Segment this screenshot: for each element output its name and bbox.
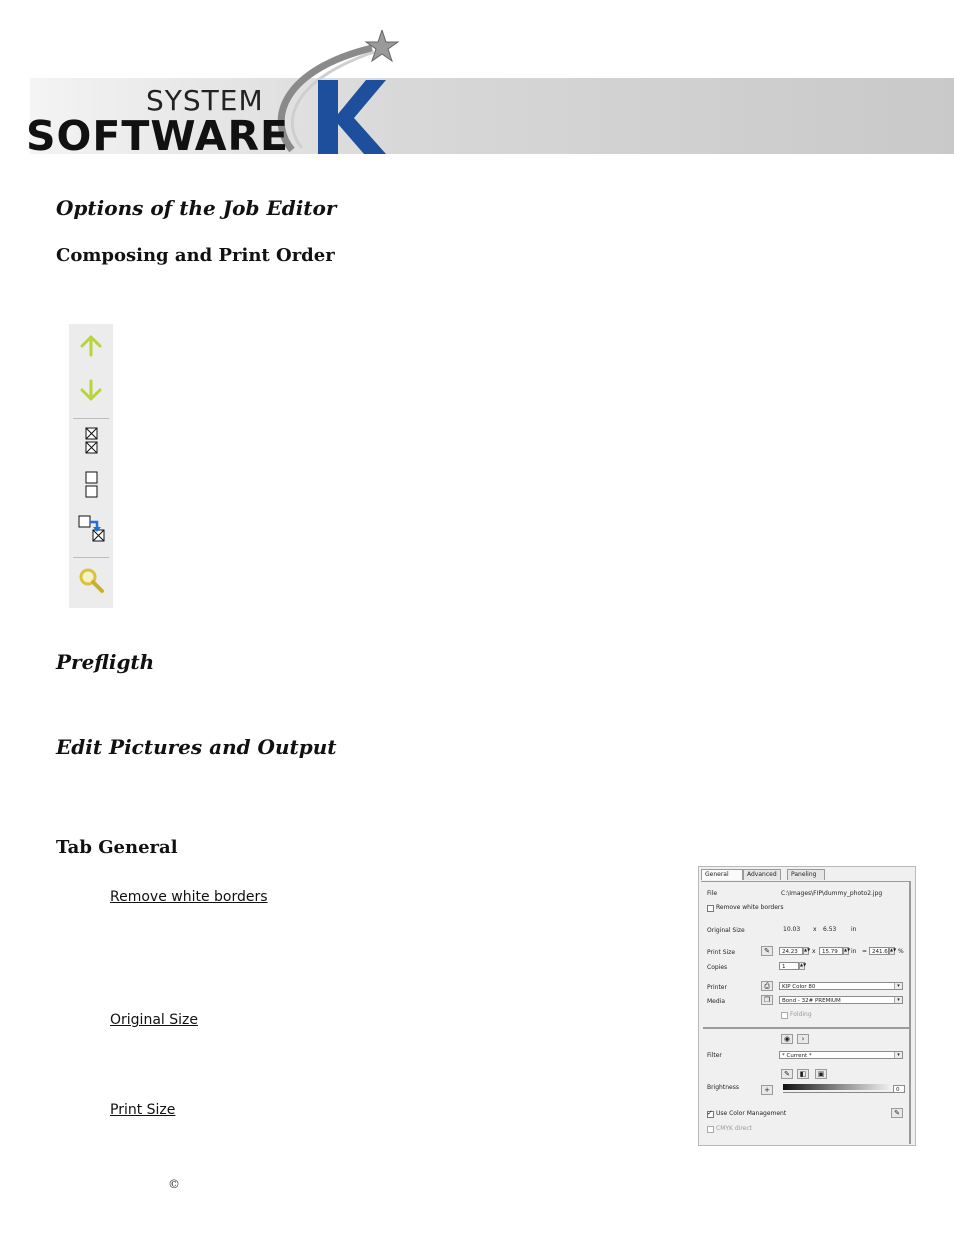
original-height-value: 6.53 <box>823 926 837 933</box>
filter-select-value: * Current * <box>782 1053 812 1059</box>
printer-label: Printer <box>707 984 727 991</box>
print-width-spinner[interactable]: ▲▼ <box>803 947 809 955</box>
filter-label: Filter <box>707 1052 722 1059</box>
heading-edit-pictures-output: Edit Pictures and Output <box>56 735 337 759</box>
print-percent-input[interactable]: 241.6 <box>869 947 889 955</box>
print-unit: in <box>851 948 857 955</box>
media-select-value: Bond - 32# PREMIUM <box>782 998 841 1004</box>
copyright-symbol: © <box>168 1177 180 1191</box>
print-height-input[interactable]: 15.79 <box>819 947 843 955</box>
use-color-management-checkbox[interactable] <box>707 1111 714 1118</box>
heading-tab-general: Tab General <box>56 837 178 858</box>
brightness-input[interactable]: 0 <box>893 1085 905 1093</box>
use-color-management-label: Use Color Management <box>716 1110 787 1117</box>
invert-filter-icon[interactable]: ◧ <box>797 1069 809 1079</box>
chevron-right-icon[interactable]: › <box>797 1034 809 1044</box>
original-x-separator: x <box>813 926 817 933</box>
folding-label: Folding <box>790 1011 812 1018</box>
original-width-value: 10.03 <box>783 926 801 933</box>
remove-white-borders-label: Remove white borders <box>716 904 784 911</box>
header-banner <box>0 30 954 158</box>
print-x-separator: x <box>812 948 816 955</box>
tab-paneling[interactable]: Paneling <box>787 869 825 880</box>
brightness-gradient <box>783 1084 893 1090</box>
heading-options-job-editor: Options of the Job Editor <box>56 196 337 220</box>
arrow-up-icon[interactable] <box>77 332 105 360</box>
select-all-icon[interactable] <box>77 426 105 454</box>
invert-selection-icon[interactable] <box>77 514 105 542</box>
folding-checkbox[interactable] <box>781 1012 788 1019</box>
brightness-label: Brightness <box>707 1084 739 1091</box>
print-percent-spinner[interactable]: ▲▼ <box>889 947 895 955</box>
toolbar-divider <box>73 557 109 558</box>
file-label: File <box>707 890 718 897</box>
composing-toolbar <box>69 324 113 608</box>
link-print-size[interactable]: Print Size <box>110 1102 176 1118</box>
general-tab-dialog <box>698 866 916 1146</box>
media-label: Media <box>707 998 726 1005</box>
cmyk-direct-label: CMYK direct <box>716 1125 753 1132</box>
chevron-down-icon: ▾ <box>894 983 902 989</box>
save-filter-icon[interactable]: ▣ <box>815 1069 827 1079</box>
zoom-icon[interactable] <box>77 566 105 594</box>
chevron-down-icon: ▾ <box>894 1052 902 1058</box>
deselect-all-icon[interactable] <box>77 470 105 498</box>
printer-select-value: KIP Color 80 <box>782 984 816 990</box>
filter-select[interactable] <box>779 1051 903 1059</box>
copies-input[interactable]: 1 <box>779 962 799 970</box>
logo-system-text: SYSTEM <box>146 84 264 117</box>
printer-select[interactable] <box>779 982 903 990</box>
original-unit: in <box>851 926 857 933</box>
toolbar-divider <box>73 418 109 419</box>
arrow-down-icon[interactable] <box>77 376 105 404</box>
print-width-input[interactable]: 24.23 <box>779 947 803 955</box>
color-settings-icon[interactable]: ✎ <box>891 1108 903 1118</box>
heading-preflight: Prefligth <box>56 650 155 674</box>
edit-filter-icon[interactable]: ✎ <box>781 1069 793 1079</box>
color-wheel-icon[interactable]: ◉ <box>781 1034 793 1044</box>
print-size-label: Print Size <box>707 949 736 956</box>
link-original-size[interactable]: Original Size <box>110 1012 198 1028</box>
original-size-label: Original Size <box>707 927 745 934</box>
section-divider <box>703 1027 909 1029</box>
remove-white-borders-checkbox[interactable] <box>707 905 714 912</box>
media-select[interactable] <box>779 996 903 1004</box>
lock-aspect-icon[interactable]: ✎ <box>761 946 773 956</box>
chevron-down-icon: ▾ <box>894 997 902 1003</box>
tab-general[interactable]: General <box>701 869 743 880</box>
copies-spinner[interactable]: ▲▼ <box>799 962 805 970</box>
printer-icon[interactable]: ⎙ <box>761 981 773 991</box>
print-equals: = <box>862 948 868 955</box>
heading-composing-print-order: Composing and Print Order <box>56 245 335 266</box>
percent-sign: % <box>898 948 904 955</box>
plus-icon[interactable]: + <box>761 1085 773 1095</box>
dialog-body <box>701 881 911 1144</box>
tab-advanced[interactable]: Advanced <box>743 869 781 880</box>
cmyk-direct-checkbox[interactable] <box>707 1126 714 1133</box>
logo-software-text: SOFTWARE <box>26 112 290 160</box>
print-height-spinner[interactable]: ▲▼ <box>843 947 849 955</box>
media-icon[interactable]: ❐ <box>761 995 773 1005</box>
copies-label: Copies <box>707 964 728 971</box>
link-remove-white-borders[interactable]: Remove white borders <box>110 889 268 905</box>
file-value: C:\Images\FIP\dummy_photo2.jpg <box>781 890 883 897</box>
brightness-slider[interactable] <box>783 1092 893 1093</box>
